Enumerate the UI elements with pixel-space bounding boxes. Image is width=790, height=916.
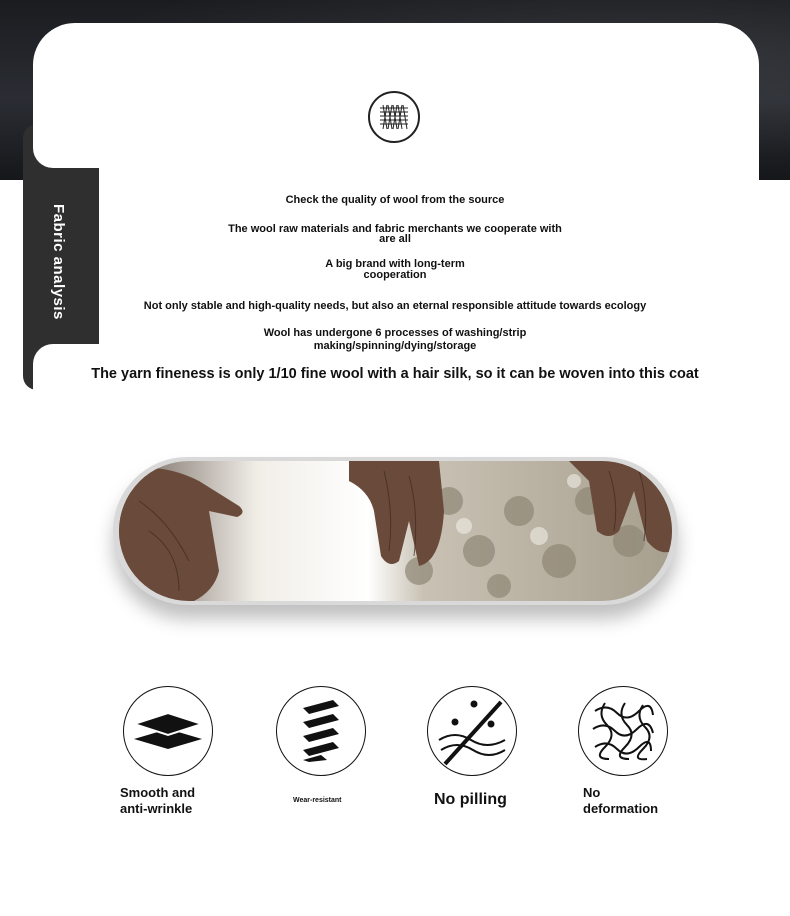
wool-texture-icon xyxy=(368,91,420,143)
feature-smooth xyxy=(123,686,215,778)
intro-line-2: The wool raw materials and fabric merchants we cooperate with xyxy=(228,223,562,235)
feature-pilling xyxy=(427,686,519,778)
intro-line-3b: cooperation xyxy=(363,269,427,281)
side-tab-label: Fabric analysis xyxy=(50,204,67,320)
layers-icon xyxy=(123,686,213,776)
intro-line-3: A big brand with long-term xyxy=(325,258,465,270)
intro-line-5b: making/spinning/dying/storage xyxy=(313,340,477,352)
fiber-mesh-icon xyxy=(578,686,668,776)
feature-wear-label: Wear-resistant xyxy=(293,797,342,804)
intro-line-5: Wool has undergone 6 processes of washing/strip xyxy=(263,327,527,339)
feature-wear xyxy=(276,686,368,778)
intro-line-2b: are all xyxy=(379,233,411,245)
intro-line-1: Check the quality of wool from the source xyxy=(285,194,505,206)
feature-deformation xyxy=(578,686,670,778)
headline: The yarn fineness is only 1/10 fine wool with a hair silk, so it can be woven into this coat xyxy=(91,366,699,382)
feature-smooth-label-2: anti-wrinkle xyxy=(120,801,193,816)
no-pilling-icon xyxy=(427,686,517,776)
wool-hands-image xyxy=(113,457,678,605)
feature-deformation-label-2: deformation xyxy=(583,801,659,816)
intro-line-4: Not only stable and high-quality needs, but also an eternal responsible attitude towards ecology xyxy=(143,300,647,312)
side-tab-notch-top xyxy=(33,124,99,168)
feature-smooth-label-1: Smooth and xyxy=(120,785,196,800)
spring-icon xyxy=(276,686,366,776)
feature-pilling-label: No pilling xyxy=(434,791,507,808)
feature-deformation-label-1: No xyxy=(583,785,601,800)
